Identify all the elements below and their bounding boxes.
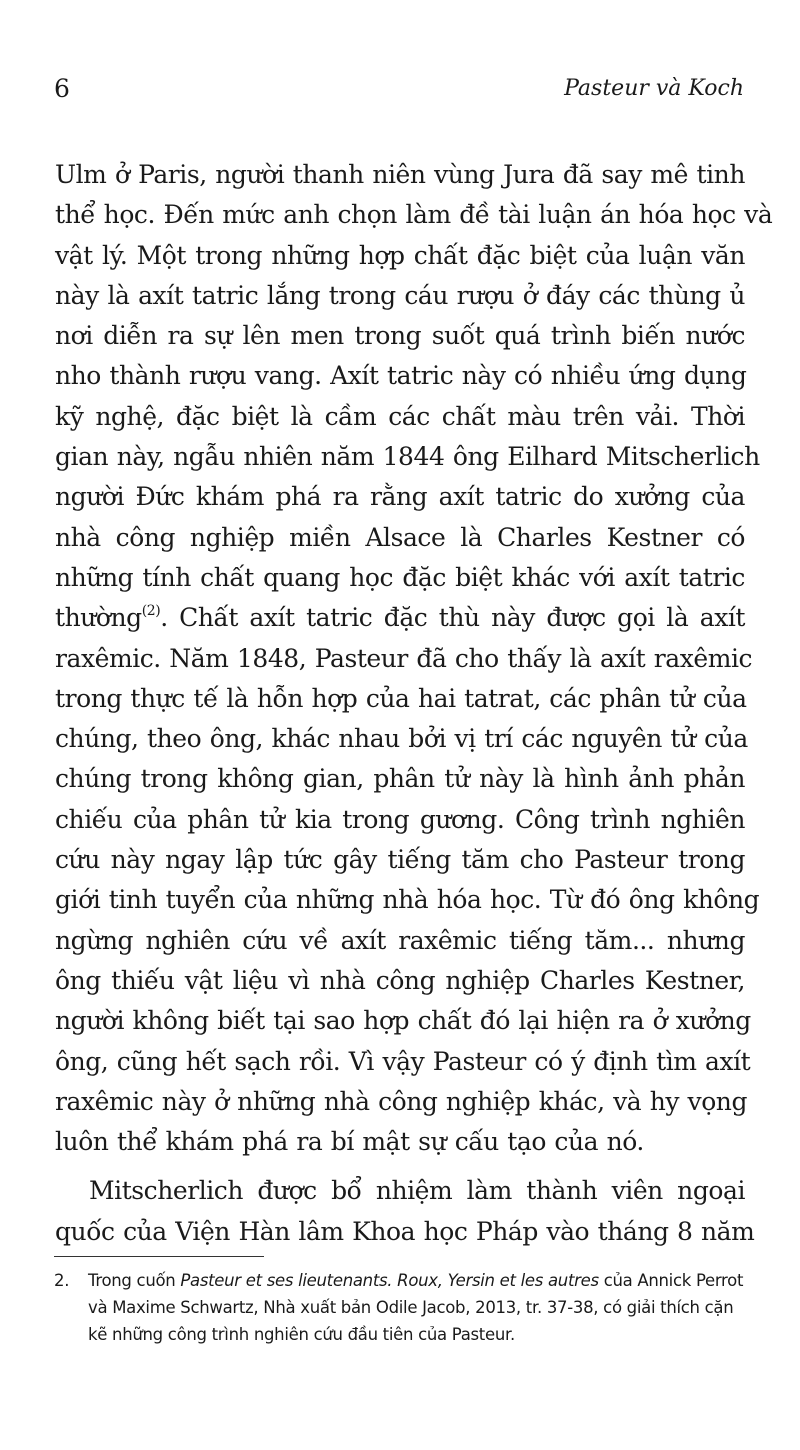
text-line: raxêmic này ở những nhà công nghiệp khác, và hy vọng <box>55 1086 748 1116</box>
footnote-divider <box>54 1256 264 1257</box>
text-line: cứu này ngay lập tức gây tiếng tăm cho Pasteur trong <box>55 845 745 875</box>
text-line: kỹ nghệ, đặc biệt là cầm các chất màu trên vải. Thời <box>55 401 745 431</box>
text-line: chiếu của phân tử kia trong gương. Công trình nghiên <box>55 804 745 834</box>
text-line: Ulm ở Paris, người thanh niên vùng Jura đã say mê tinh <box>55 160 745 189</box>
running-title: Pasteur và Koch <box>564 76 744 101</box>
text-line-with-footnote-ref <box>55 598 745 638</box>
footnote-line: kẽ những công trình nghiên cứu đầu tiên của Pasteur. <box>88 1325 515 1344</box>
footnote-line: và Maxime Schwartz, Nhà xuất bản Odile Jacob, 2013, tr. 37-38, có giải thích cặn <box>88 1298 734 1317</box>
text-line: chúng, theo ông, khác nhau bởi vị trí các nguyên tử của <box>55 724 748 754</box>
footnote-text: Trong cuốn <box>88 1271 181 1290</box>
body-text <box>55 155 773 1252</box>
text-line: ông thiếu vật liệu vì nhà công nghiệp Charles Kestner, <box>55 965 745 995</box>
text-line: raxêmic. Năm 1848, Pasteur đã cho thấy là axít raxêmic <box>55 643 753 673</box>
text-line: Mitscherlich được bổ nhiệm làm thành viên ngoại <box>89 1176 745 1206</box>
text-line: ngừng nghiên cứu về axít raxêmic tiếng tăm... nhưng <box>55 925 745 955</box>
text-line: người Đức khám phá ra rằng axít tatric do xưởng của <box>55 482 745 512</box>
footnote-text: của Annick Perrot <box>598 1271 744 1290</box>
footnote-number: 2. <box>54 1271 70 1290</box>
footnote-book-title: Pasteur et ses lieutenants. Roux, Yersin et les autres <box>180 1271 599 1290</box>
text-line: nơi diễn ra sự lên men trong suốt quá trình biến nước <box>55 321 745 351</box>
footnote-reference: (2) <box>141 603 161 620</box>
text-line: luôn thể khám phá ra bí mật sự cấu tạo của nó. <box>55 1127 644 1157</box>
text-line: gian này, ngẫu nhiên năm 1844 ông Eilhard Mitscherlich <box>55 442 760 472</box>
text-line: nhà công nghiệp miền Alsace là Charles Kestner có <box>55 522 745 552</box>
text-line: thể học. Đến mức anh chọn làm đề tài luận án hóa học và <box>55 200 773 230</box>
paragraph-gap <box>55 1162 745 1171</box>
text-line: này là axít tatric lắng trong cáu rượu ở đáy các thùng ủ <box>55 280 745 310</box>
text-line: nho thành rượu vang. Axít tatric này có nhiều ứng dụng <box>55 361 747 391</box>
text-line: chúng trong không gian, phân tử này là hình ảnh phản <box>55 764 745 794</box>
text-line: người không biết tại sao hợp chất đó lại hiện ra ở xưởng <box>55 1006 751 1036</box>
text-fragment: . Chất axít tatric đặc thù này được gọi là axít <box>160 603 745 633</box>
text-line: quốc của Viện Hàn lâm Khoa học Pháp vào tháng 8 năm <box>55 1216 755 1246</box>
text-fragment: thường <box>55 603 142 633</box>
text-line: vật lý. Một trong những hợp chất đặc biệt của luận văn <box>55 240 745 270</box>
text-line: những tính chất quang học đặc biệt khác với axít tatric <box>55 562 745 592</box>
footnote <box>54 1267 754 1348</box>
text-line: ông, cũng hết sạch rồi. Vì vậy Pasteur có ý định tìm axít <box>55 1046 751 1076</box>
text-line: giới tinh tuyển của những nhà hóa học. Từ đó ông không <box>55 885 760 915</box>
text-line: trong thực tế là hỗn hợp của hai tatrat, các phân tử của <box>55 683 747 713</box>
footnote-line <box>54 1267 754 1294</box>
page-number: 6 <box>54 74 70 103</box>
